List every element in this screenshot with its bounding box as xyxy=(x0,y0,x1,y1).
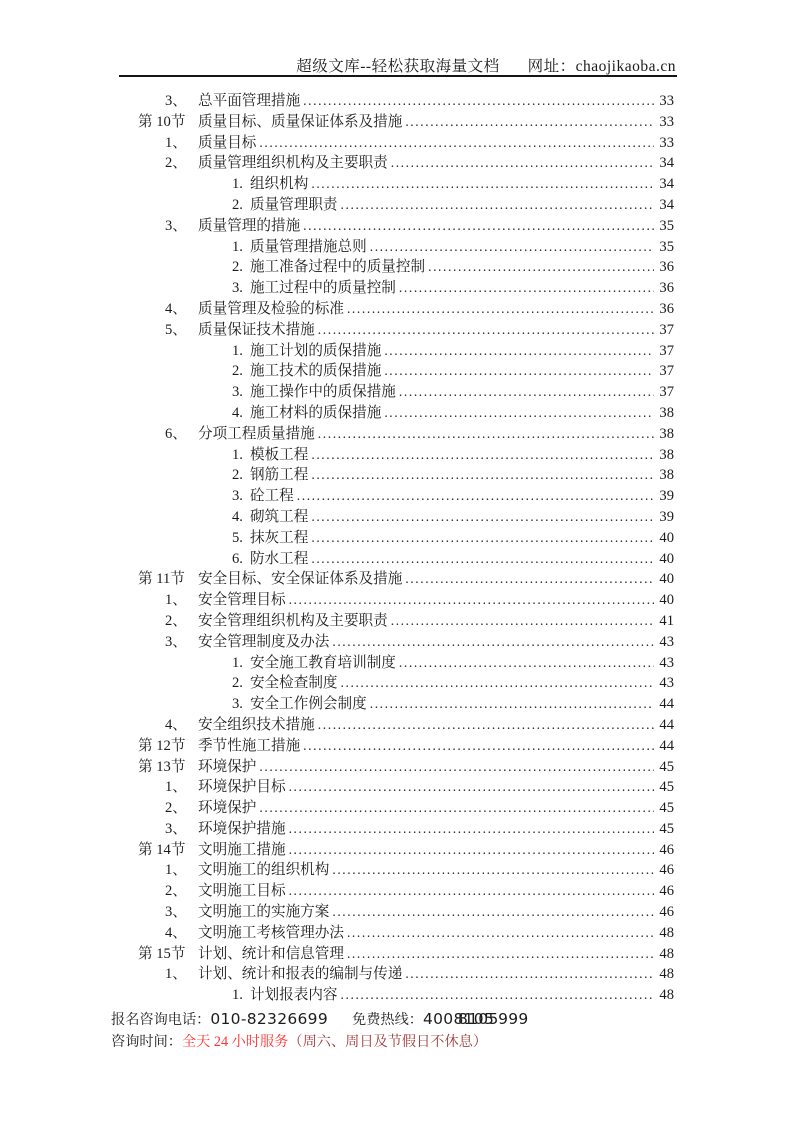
toc-entry[interactable] xyxy=(120,777,674,798)
toc-leader-dots xyxy=(332,860,654,881)
toc-entry-title: 砌筑工程 xyxy=(249,508,309,525)
toc-entry-number: 3、 xyxy=(165,217,187,234)
toc-entry-page: 33 xyxy=(659,113,674,130)
toc-entry-page: 36 xyxy=(659,259,674,276)
toc-leader-dots xyxy=(289,840,654,861)
toc-entry[interactable] xyxy=(120,798,674,819)
hotline-label: 免费热线： xyxy=(352,1012,423,1028)
toc-leader-dots xyxy=(289,819,654,840)
toc-entry[interactable] xyxy=(120,653,674,674)
toc-entry[interactable] xyxy=(120,424,674,445)
toc-leader-dots xyxy=(318,424,654,445)
toc-entry-title: 质量管理及检验的标准 xyxy=(198,300,344,317)
toc-entry-page: 44 xyxy=(659,716,674,733)
toc-entry-title: 环境保护 xyxy=(198,800,257,817)
toc-entry-number: 1. xyxy=(232,654,243,671)
toc-entry[interactable] xyxy=(120,840,674,861)
toc-entry[interactable] xyxy=(120,257,674,278)
toc-entry-title: 防水工程 xyxy=(249,550,309,567)
toc-entry-title: 计划、统计和报表的编制与传递 xyxy=(198,966,403,983)
toc-entry-page: 40 xyxy=(659,529,674,546)
toc-entry-page: 34 xyxy=(659,196,674,213)
toc-entry[interactable] xyxy=(120,715,674,736)
toc-entry[interactable] xyxy=(120,278,674,299)
toc-leader-dots xyxy=(259,133,654,154)
toc-entry-title: 安全检查制度 xyxy=(249,675,338,692)
toc-leader-dots xyxy=(399,278,654,299)
toc-entry-title: 质量保证技术措施 xyxy=(198,321,315,338)
hours-highlight: 全天 24 小时服务 xyxy=(181,1033,289,1050)
toc-entry-title: 施工过程中的质量控制 xyxy=(249,280,396,297)
toc-entry-number: 3. xyxy=(232,280,243,297)
toc-entry-title: 文明施工措施 xyxy=(198,841,286,858)
toc-entry[interactable] xyxy=(120,91,674,112)
toc-entry-title: 钢筋工程 xyxy=(249,467,309,484)
toc-entry[interactable] xyxy=(120,611,674,632)
page-header xyxy=(296,54,676,76)
toc-entry-title: 季节性施工措施 xyxy=(198,737,301,754)
toc-leader-dots xyxy=(384,361,654,382)
toc-entry[interactable] xyxy=(120,902,674,923)
toc-entry-page: 45 xyxy=(659,820,674,837)
toc-entry-page: 38 xyxy=(659,425,674,442)
toc-entry[interactable] xyxy=(120,195,674,216)
toc-entry-title: 文明施工的组织机构 xyxy=(198,862,330,879)
toc-entry-page: 34 xyxy=(659,176,674,193)
toc-entry[interactable] xyxy=(120,299,674,320)
toc-entry-number: 2. xyxy=(232,363,243,380)
toc-leader-dots xyxy=(318,715,654,736)
toc-entry-title: 组织机构 xyxy=(249,176,309,193)
toc-entry-page: 37 xyxy=(659,384,674,401)
header-url-link[interactable]: chaojikaoba.cn xyxy=(575,58,676,75)
toc-entry-title: 总平面管理措施 xyxy=(198,93,301,109)
toc-leader-dots xyxy=(303,216,654,237)
header-site-title: 超级文库--轻松获取海量文档 xyxy=(296,58,500,75)
toc-entry[interactable] xyxy=(120,465,674,486)
toc-entry[interactable] xyxy=(120,736,674,757)
toc-entry-title: 文明施工目标 xyxy=(198,883,286,900)
toc-leader-dots xyxy=(370,694,654,715)
toc-entry-page: 48 xyxy=(659,966,674,983)
toc-entry-page: 44 xyxy=(659,696,674,713)
toc-leader-dots xyxy=(370,237,654,258)
toc-entry[interactable] xyxy=(120,964,674,985)
toc-entry-title: 质量目标 xyxy=(198,134,257,151)
toc-entry-title: 安全组织技术措施 xyxy=(198,716,315,733)
toc-entry-number: 1. xyxy=(232,238,243,255)
toc-entry-number: 1. xyxy=(232,446,243,463)
toc-leader-dots xyxy=(318,320,654,341)
toc-entry-page: 39 xyxy=(659,488,674,505)
hotline-number-part1: 400 xyxy=(422,1010,454,1028)
toc-leader-dots xyxy=(399,382,654,403)
toc-entry-title: 计划报表内容 xyxy=(249,987,338,1004)
toc-entry-number: 4. xyxy=(232,508,243,525)
toc-entry-number: 3、 xyxy=(165,820,187,837)
toc-entry-title: 安全管理制度及办法 xyxy=(198,633,330,650)
toc-entry-number: 第 11节 xyxy=(138,571,185,588)
toc-entry-page: 46 xyxy=(659,862,674,879)
toc-entry-page: 43 xyxy=(659,633,674,650)
toc-entry-page: 36 xyxy=(659,280,674,297)
toc-entry-number: 第 13节 xyxy=(138,758,186,775)
toc-leader-dots xyxy=(384,403,654,424)
toc-leader-dots xyxy=(311,528,654,549)
toc-entry-title: 文明施工考核管理办法 xyxy=(198,924,344,941)
toc-entry-page: 33 xyxy=(659,93,674,109)
hotline-number xyxy=(423,1010,529,1028)
toc-leader-dots xyxy=(391,153,654,174)
toc-leader-dots xyxy=(332,902,654,923)
toc-leader-dots xyxy=(405,112,654,133)
toc-entry-number: 6、 xyxy=(165,425,187,442)
toc-entry[interactable] xyxy=(120,590,674,611)
toc-leader-dots xyxy=(332,632,654,653)
toc-entry-title: 质量管理职责 xyxy=(249,196,338,213)
toc-leader-dots xyxy=(428,257,654,278)
toc-entry-number: 1. xyxy=(232,342,243,359)
toc-entry-page: 48 xyxy=(659,924,674,941)
toc-entry-number: 3. xyxy=(232,488,243,505)
toc-leader-dots xyxy=(259,757,654,778)
toc-leader-dots xyxy=(297,486,654,507)
toc-leader-dots xyxy=(289,777,654,798)
toc-entry-page: 46 xyxy=(659,883,674,900)
header-rule xyxy=(119,75,677,77)
table-of-contents xyxy=(120,91,674,1006)
hours-label: 咨询时间： xyxy=(111,1033,182,1050)
toc-leader-dots xyxy=(289,881,654,902)
toc-entry-page: 41 xyxy=(659,612,674,629)
toc-entry-page: 46 xyxy=(659,904,674,921)
toc-entry-page: 35 xyxy=(659,217,674,234)
toc-entry[interactable] xyxy=(120,819,674,840)
toc-entry-number: 1. xyxy=(232,176,243,193)
toc-entry-page: 48 xyxy=(659,987,674,1004)
toc-entry-title: 质量管理组织机构及主要职责 xyxy=(198,155,388,172)
toc-entry-number: 4、 xyxy=(165,300,187,317)
toc-entry-title: 施工材料的质保措施 xyxy=(249,404,382,421)
toc-entry[interactable] xyxy=(120,216,674,237)
toc-entry-title: 模板工程 xyxy=(249,446,309,463)
hotline-number-part2-doubled: 8105 xyxy=(453,1010,495,1028)
toc-entry-title: 安全管理组织机构及主要职责 xyxy=(198,612,388,629)
toc-entry[interactable] xyxy=(120,923,674,944)
toc-entry-number: 第 14节 xyxy=(138,841,186,858)
toc-entry-title: 质量目标、质量保证体系及措施 xyxy=(198,113,403,130)
toc-entry[interactable] xyxy=(120,528,674,549)
toc-entry-page: 43 xyxy=(659,654,674,671)
toc-entry-number: 2. xyxy=(232,675,243,692)
toc-entry-page: 38 xyxy=(659,404,674,421)
toc-entry-page: 37 xyxy=(659,363,674,380)
toc-entry-number: 5. xyxy=(232,529,243,546)
toc-entry[interactable] xyxy=(120,486,674,507)
toc-entry[interactable] xyxy=(120,403,674,424)
toc-entry-number: 2、 xyxy=(165,800,187,817)
toc-entry-number: 第 10节 xyxy=(138,113,186,130)
toc-entry-number: 5、 xyxy=(165,321,187,338)
toc-entry-number: 2、 xyxy=(165,883,187,900)
toc-entry[interactable] xyxy=(120,153,674,174)
footer-contact-line xyxy=(111,1009,529,1032)
toc-entry-number: 1、 xyxy=(165,134,187,151)
toc-entry-number: 1、 xyxy=(165,592,187,609)
toc-leader-dots xyxy=(311,174,654,195)
toc-entry[interactable] xyxy=(120,569,674,590)
toc-leader-dots xyxy=(341,195,654,216)
toc-entry-page: 40 xyxy=(659,592,674,609)
toc-entry-title: 安全管理目标 xyxy=(198,592,286,609)
toc-leader-dots xyxy=(341,673,654,694)
toc-leader-dots xyxy=(289,590,654,611)
toc-entry-number: 4. xyxy=(232,404,243,421)
toc-entry-number: 第 15节 xyxy=(138,945,186,962)
page-footer xyxy=(111,1009,529,1053)
toc-entry-number: 3、 xyxy=(165,633,187,650)
toc-entry-title: 施工操作中的质保措施 xyxy=(249,384,396,401)
toc-entry-page: 37 xyxy=(659,321,674,338)
toc-entry-title: 环境保护 xyxy=(198,758,257,775)
hotline-number-part3: 999 xyxy=(498,1010,529,1028)
toc-entry[interactable] xyxy=(120,445,674,466)
toc-entry[interactable] xyxy=(120,341,674,362)
toc-entry[interactable] xyxy=(120,860,674,881)
toc-entry-page: 38 xyxy=(659,467,674,484)
toc-entry-number: 2、 xyxy=(165,155,187,172)
toc-entry-page: 35 xyxy=(659,238,674,255)
toc-entry-page: 40 xyxy=(659,571,674,588)
toc-entry-page: 36 xyxy=(659,300,674,317)
toc-entry-page: 43 xyxy=(659,675,674,692)
toc-entry-title: 安全施工教育培训制度 xyxy=(249,654,396,671)
toc-entry[interactable] xyxy=(120,757,674,778)
toc-entry-page: 45 xyxy=(659,779,674,796)
toc-entry-title: 质量管理措施总则 xyxy=(249,238,367,255)
toc-entry-title: 质量管理的措施 xyxy=(198,217,301,234)
toc-leader-dots xyxy=(347,299,654,320)
toc-entry-title: 环境保护措施 xyxy=(198,820,286,837)
toc-entry-title: 安全目标、安全保证体系及措施 xyxy=(198,571,403,588)
toc-entry-page: 45 xyxy=(659,758,674,775)
toc-entry[interactable] xyxy=(120,112,674,133)
toc-leader-dots xyxy=(303,91,654,112)
toc-entry[interactable] xyxy=(120,320,674,341)
toc-entry-page: 48 xyxy=(659,945,674,962)
toc-leader-dots xyxy=(311,465,654,486)
toc-entry-number: 1、 xyxy=(165,779,187,796)
toc-entry[interactable] xyxy=(120,694,674,715)
toc-entry-number: 1. xyxy=(232,987,243,1004)
toc-entry-title: 施工技术的质保措施 xyxy=(249,363,382,380)
toc-entry-number: 3、 xyxy=(165,93,187,109)
toc-leader-dots xyxy=(347,944,654,965)
toc-leader-dots xyxy=(399,653,654,674)
toc-entry-number: 4、 xyxy=(165,716,187,733)
toc-entry[interactable] xyxy=(120,549,674,570)
toc-leader-dots xyxy=(405,964,654,985)
phone-label: 报名咨询电话： xyxy=(111,1012,211,1028)
toc-leader-dots xyxy=(311,507,654,528)
toc-entry-number: 6. xyxy=(232,550,243,567)
toc-entry-number: 4、 xyxy=(165,924,187,941)
toc-entry-number: 1、 xyxy=(165,966,187,983)
toc-entry-number: 2. xyxy=(232,467,243,484)
toc-entry-number: 2. xyxy=(232,259,243,276)
toc-entry-title: 砼工程 xyxy=(249,488,294,505)
toc-entry-title: 施工准备过程中的质量控制 xyxy=(249,259,426,276)
toc-entry-title: 抹灰工程 xyxy=(249,529,309,546)
header-url-label: 网址： xyxy=(527,58,576,75)
toc-entry[interactable] xyxy=(120,174,674,195)
toc-entry-title: 环境保护目标 xyxy=(198,779,286,796)
toc-leader-dots xyxy=(311,445,654,466)
toc-entry-page: 45 xyxy=(659,800,674,817)
toc-entry-title: 施工计划的质保措施 xyxy=(249,342,382,359)
toc-entry[interactable] xyxy=(120,361,674,382)
toc-entry-page: 39 xyxy=(659,508,674,525)
toc-entry[interactable] xyxy=(120,985,674,1006)
toc-entry[interactable] xyxy=(120,507,674,528)
hours-note: （周六、周日及节假日不休息） xyxy=(288,1033,488,1050)
toc-entry-page: 38 xyxy=(659,446,674,463)
toc-entry-number: 3. xyxy=(232,384,243,401)
toc-entry[interactable] xyxy=(120,237,674,258)
toc-entry-page: 40 xyxy=(659,550,674,567)
toc-entry-number: 3、 xyxy=(165,904,187,921)
toc-entry-page: 37 xyxy=(659,342,674,359)
toc-entry[interactable] xyxy=(120,881,674,902)
toc-leader-dots xyxy=(259,798,654,819)
toc-entry-page: 46 xyxy=(659,841,674,858)
toc-leader-dots xyxy=(303,736,654,757)
toc-entry-title: 文明施工的实施方案 xyxy=(198,904,330,921)
toc-entry-number: 2、 xyxy=(165,612,187,629)
toc-entry-title: 分项工程质量措施 xyxy=(198,425,315,442)
toc-leader-dots xyxy=(405,569,654,590)
toc-leader-dots xyxy=(384,341,654,362)
toc-leader-dots xyxy=(341,985,654,1006)
toc-entry[interactable] xyxy=(120,382,674,403)
toc-entry-page: 34 xyxy=(659,155,674,172)
toc-entry-title: 计划、统计和信息管理 xyxy=(198,945,344,962)
toc-entry[interactable] xyxy=(120,133,674,154)
toc-entry[interactable] xyxy=(120,632,674,653)
toc-leader-dots xyxy=(347,923,654,944)
footer-hours-line xyxy=(111,1032,529,1054)
toc-entry-number: 3. xyxy=(232,696,243,713)
toc-entry-number: 2. xyxy=(232,196,243,213)
toc-entry-title: 安全工作例会制度 xyxy=(249,696,367,713)
phone-number: 010-82326699 xyxy=(210,1010,328,1028)
toc-entry[interactable] xyxy=(120,944,674,965)
toc-leader-dots xyxy=(311,549,654,570)
toc-entry-number: 第 12节 xyxy=(138,737,186,754)
toc-entry-page: 33 xyxy=(659,134,674,151)
toc-entry-page: 44 xyxy=(659,737,674,754)
toc-entry-number: 1、 xyxy=(165,862,187,879)
toc-leader-dots xyxy=(391,611,654,632)
toc-entry[interactable] xyxy=(120,673,674,694)
